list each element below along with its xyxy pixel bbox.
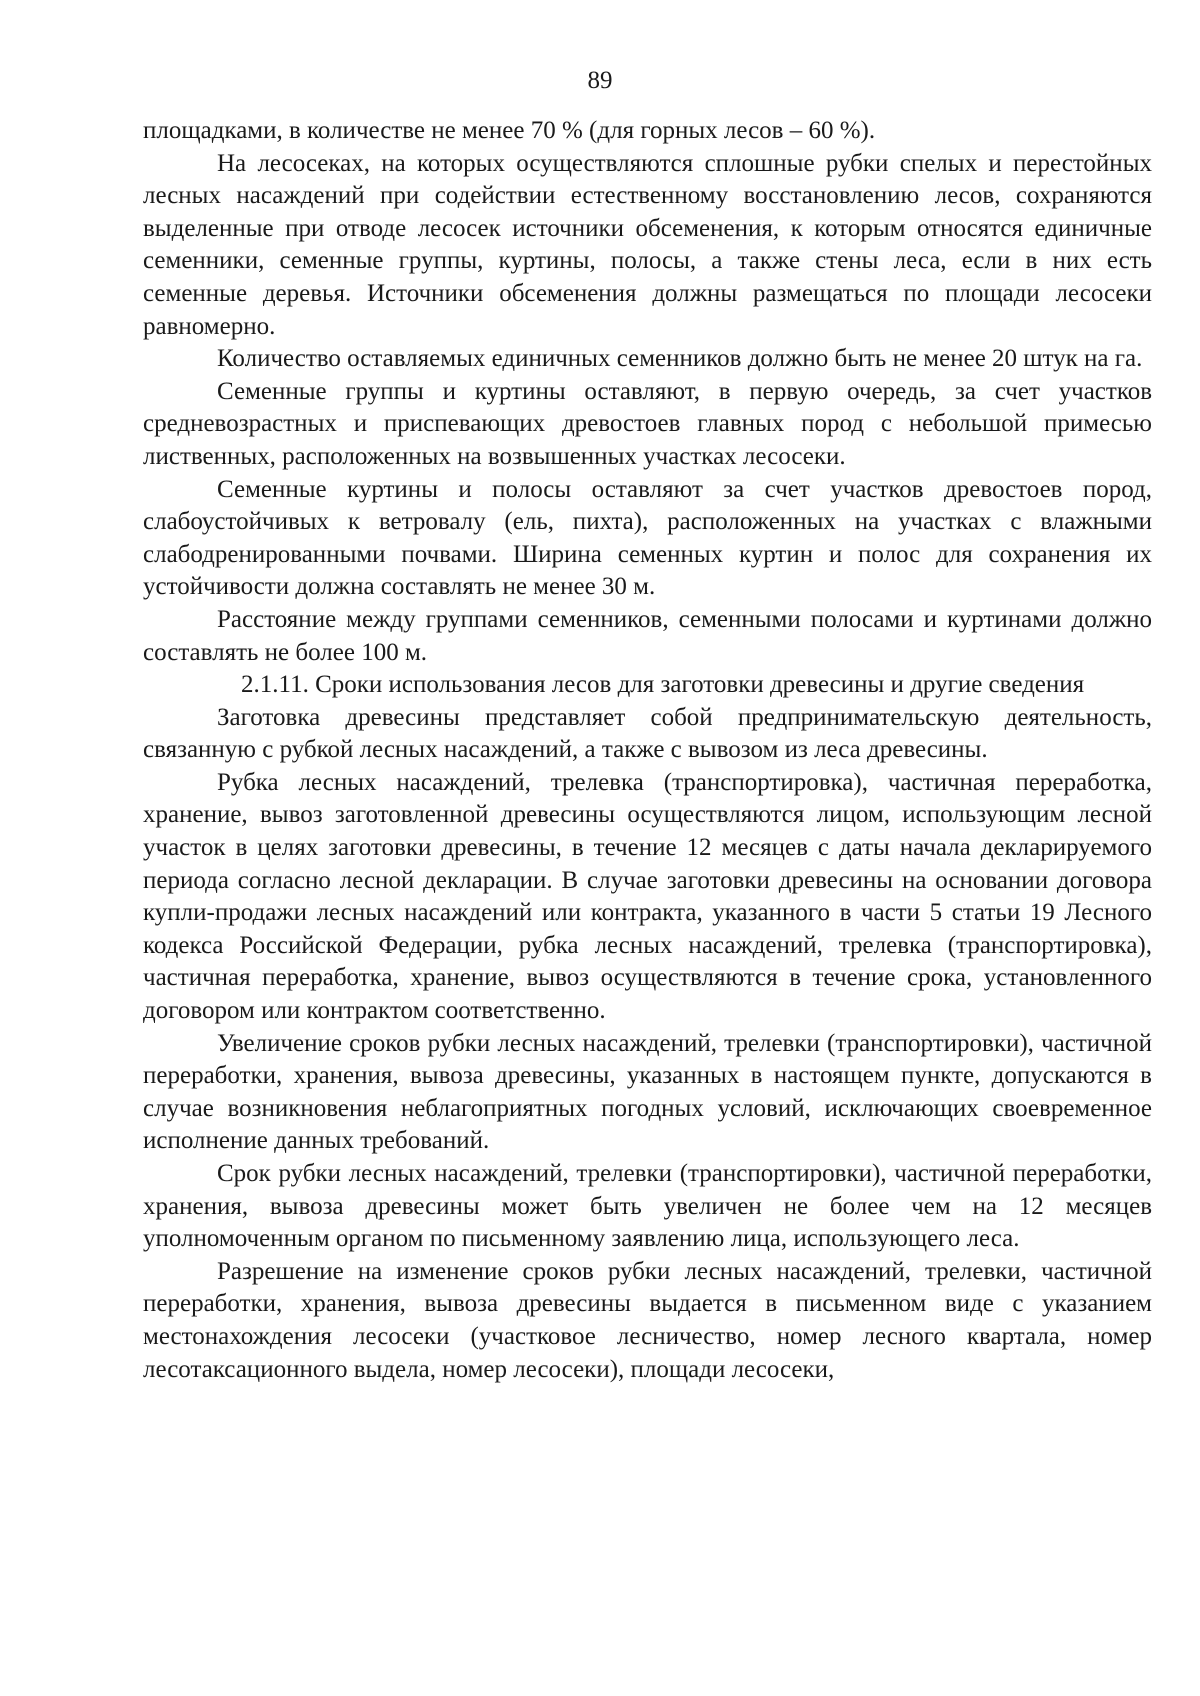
paragraph: Рубка лесных насаждений, трелевка (транспортировка), частичная переработка, хранение, вывоз заготовленной древесины осуществляются лицом, использующим лесной участок в целях заготовки древесины, в течение 12 месяцев с даты начала декларируемого периода согласно лесной декларации. В случае заготовки древесины на основании договора купли-продажи лесных насаждений или контракта, указанного в части 5 статьи 19 Лесного кодекса Российской Федерации, рубка лесных насаждений, трелевка (транспортировка), частичная переработка, хранение, вывоз осуществляются в течение срока, установленного договором или контрактом соответственно. [143, 768, 1152, 1025]
paragraph: Семенные куртины и полосы оставляют за счет участков древостоев пород, слабоустойчивых к ветровалу (ель, пихта), расположенных на участках с влажными слабодренированными почвами. Ширина семенных куртин и полос для сохранения их устойчивости должна составлять не менее 30 м. [143, 475, 1152, 601]
paragraph-continuation: площадками, в количестве не менее 70 % (для горных лесов – 60 %). [143, 117, 876, 144]
document-body [143, 115, 1152, 1386]
paragraph: Увеличение сроков рубки лесных насаждений, трелевки (транспортировки), частичной переработки, хранения, вывоза древесины, указанных в настоящем пункте, допускаются в случае возникновения неблагоприятных погодных условий, исключающих своевременное исполнение данных требований. [143, 1029, 1152, 1155]
paragraph: На лесосеках, на которых осуществляются сплошные рубки спелых и перестойных лесных насаждений при содействии естественному восстановлению лесов, сохраняются выделенные при отводе лесосек источники обсеменения, к которым относятся единичные семенники, семенные группы, куртины, полосы, а также стены леса, если в них есть семенные деревья. Источники обсеменения должны размещаться по площади лесосеки равномерно. [143, 149, 1152, 340]
page-number: 89 [587, 67, 613, 94]
paragraph: Количество оставляемых единичных семенников должно быть не менее 20 штук на га. [217, 345, 1143, 373]
paragraph: Разрешение на изменение сроков рубки лесных насаждений, трелевки, частичной переработки, хранения, вывоза древесины выдается в письменном виде с указанием местонахождения лесосеки (участковое лесничество, номер лесного квартала, номер лесотаксационного выдела, номер лесосеки), площади лесосеки, [143, 1257, 1152, 1383]
paragraph: Расстояние между группами семенников, семенными полосами и куртинами должно составлять не более 100 м. [143, 605, 1152, 666]
paragraph: Семенные группы и куртины оставляют, в первую очередь, за счет участков средневозрастных и приспевающих древостоев главных пород с небольшой примесью лиственных, расположенных на возвышенных участках лесосеки. [143, 377, 1152, 470]
section-heading: 2.1.11. Сроки использования лесов для заготовки древесины и другие сведения [241, 671, 1085, 699]
paragraph: Заготовка древесины представляет собой предпринимательскую деятельность, связанную с рубкой лесных насаждений, а также с вывозом из леса древесины. [143, 703, 1152, 764]
paragraph: Срок рубки лесных насаждений, трелевки (транспортировки), частичной переработки, хранения, вывоза древесины может быть увеличен не более чем на 12 месяцев уполномоченным органом по письменному заявлению лица, использующего леса. [143, 1160, 1152, 1253]
